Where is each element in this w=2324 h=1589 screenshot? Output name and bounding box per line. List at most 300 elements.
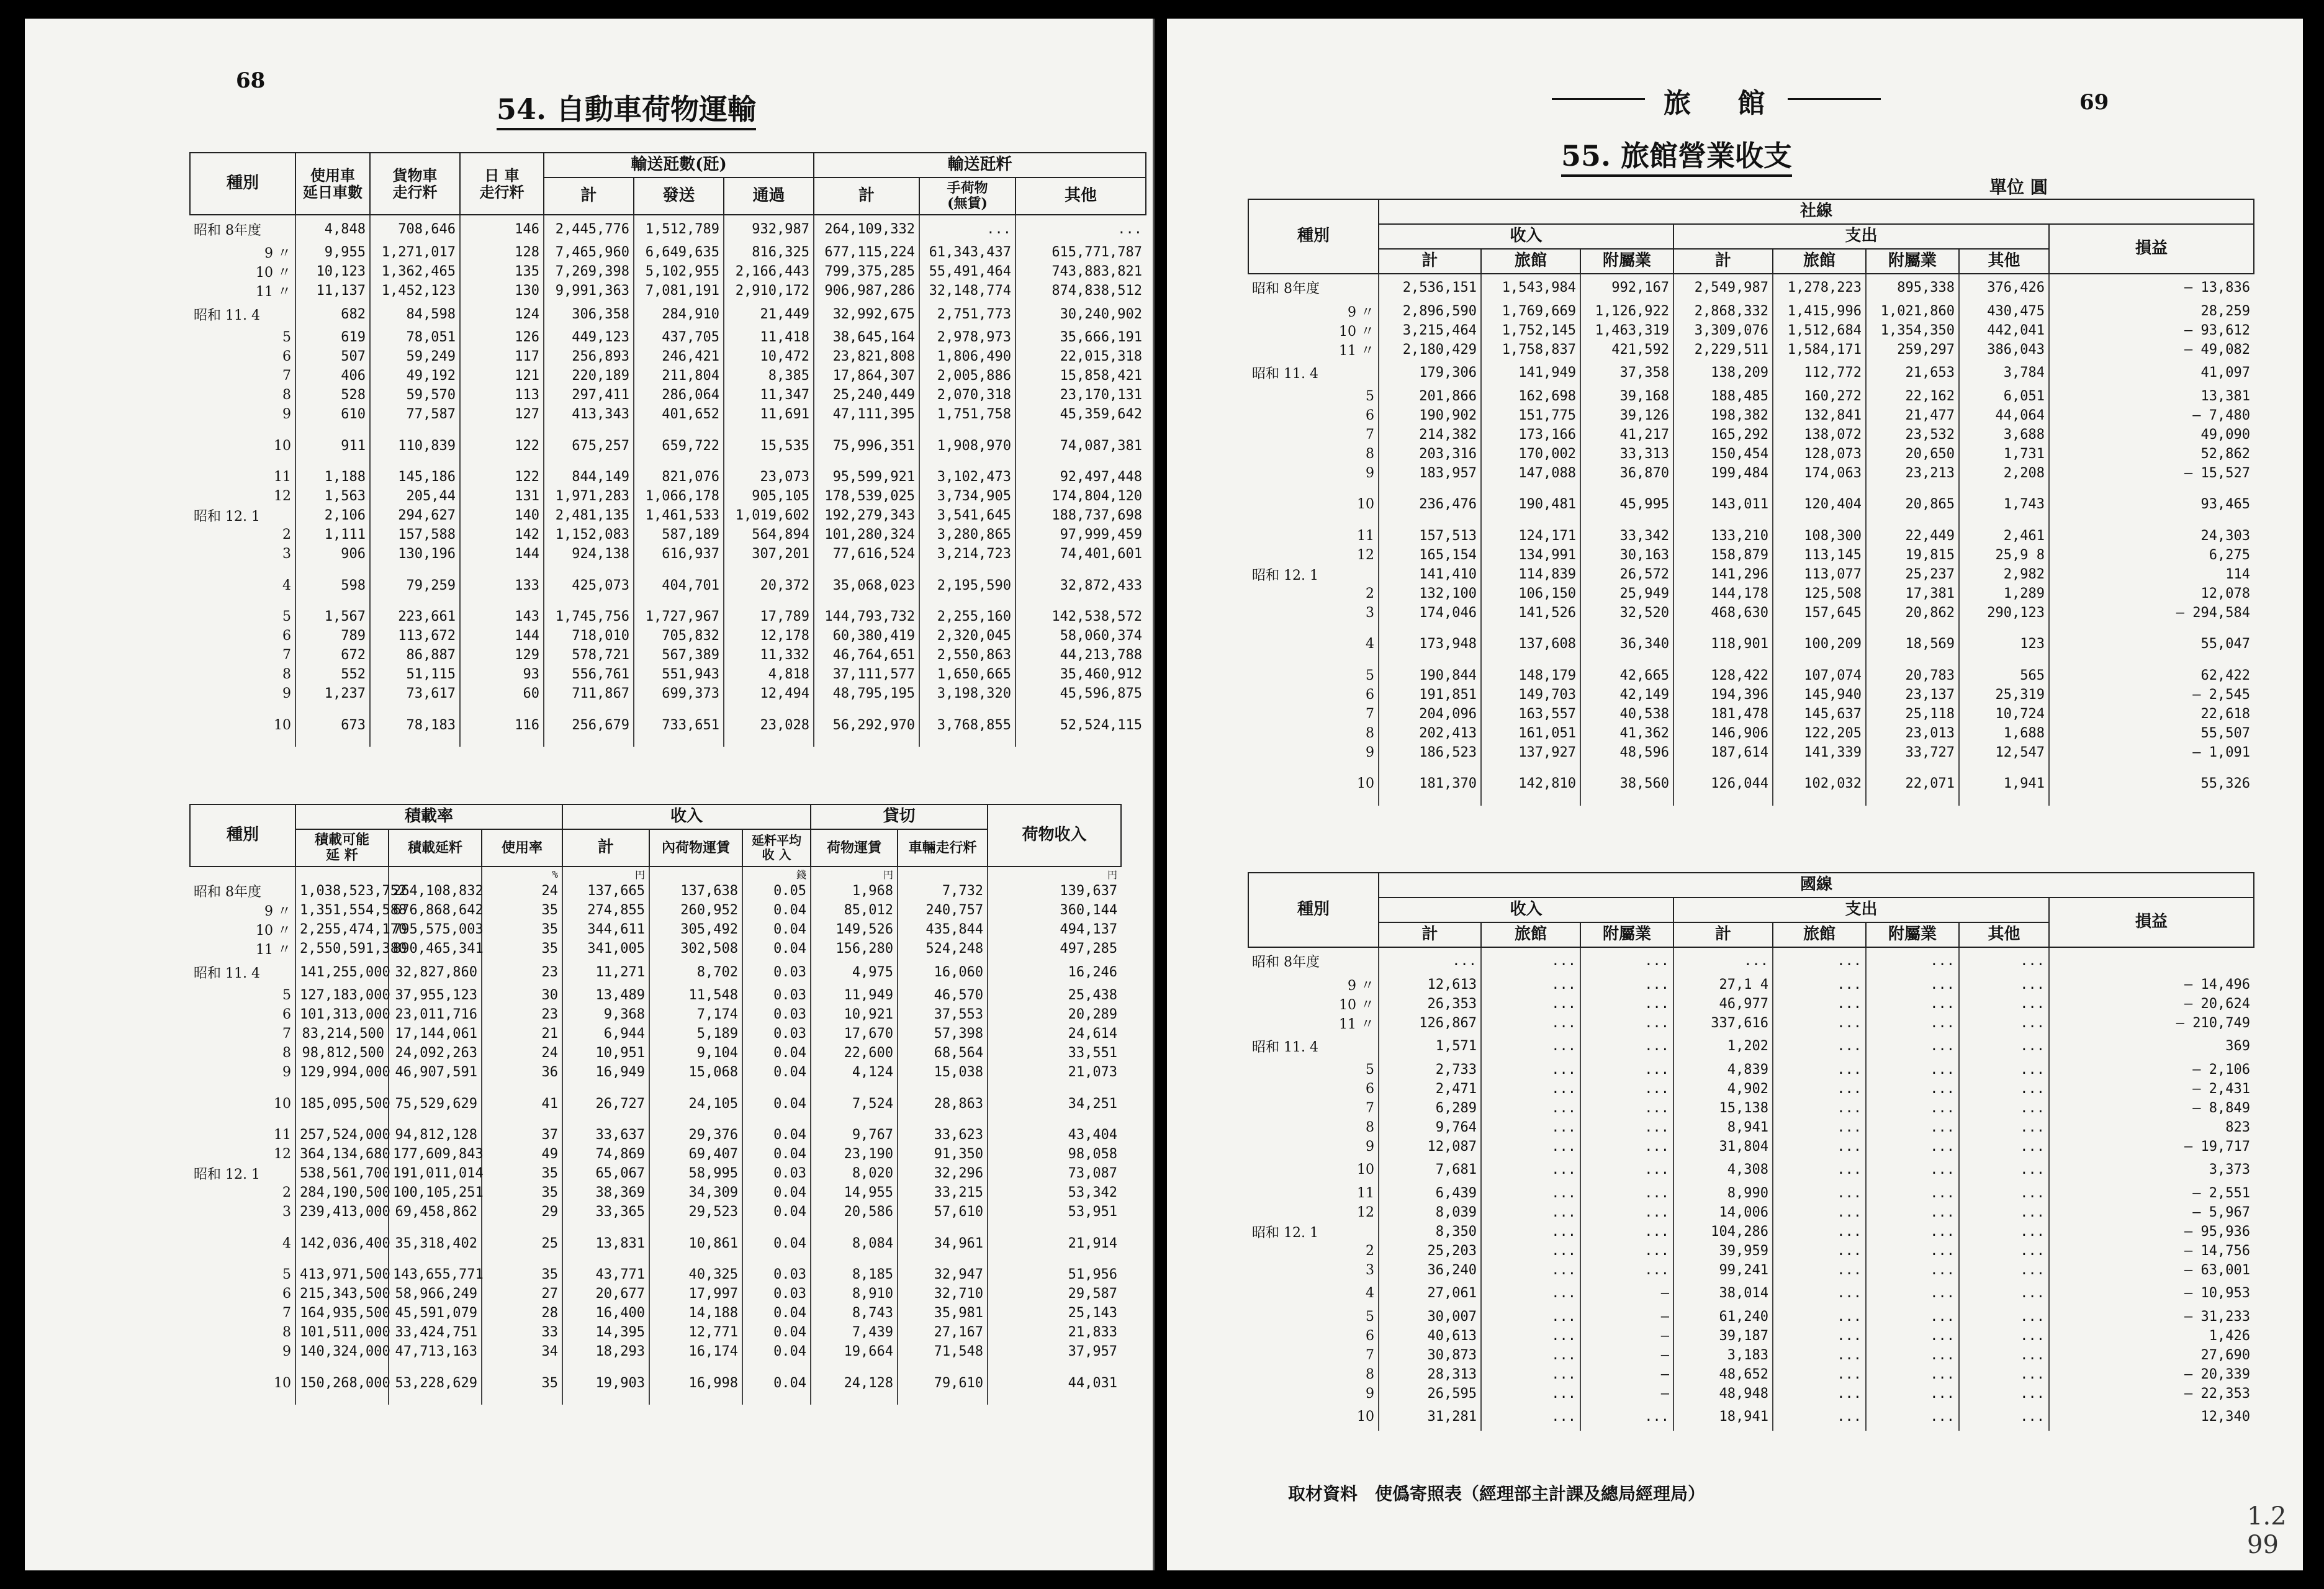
table-cell: 32,872,433 bbox=[1016, 564, 1146, 607]
row-label: 2 bbox=[1366, 585, 1374, 601]
row-label: 11 〃 bbox=[256, 284, 291, 300]
table-cell: ... bbox=[1481, 1384, 1580, 1403]
table-cell: 41,097 bbox=[2049, 359, 2254, 387]
table-cell: — 20,624 bbox=[2049, 994, 2254, 1014]
unit-cell bbox=[190, 867, 295, 881]
table-cell: 51,956 bbox=[988, 1265, 1121, 1284]
table-cell: 1,968 bbox=[811, 881, 898, 901]
table-cell: 1,021,860 bbox=[1866, 302, 1959, 321]
table-cell: 133 bbox=[460, 564, 544, 607]
table-cell: 3,183 bbox=[1673, 1346, 1773, 1365]
table-cell: 4,124 bbox=[811, 1063, 898, 1082]
table-row bbox=[190, 1265, 1121, 1284]
table-row bbox=[1248, 546, 2254, 565]
table-cell: 100,209 bbox=[1773, 623, 1866, 666]
table-row bbox=[190, 300, 1146, 328]
row-label: 7 bbox=[1366, 706, 1374, 722]
header-expense-affiliated-r1: 附屬業 bbox=[1866, 249, 1959, 274]
table-cell: 114,839 bbox=[1481, 565, 1580, 584]
table-cell: 7,732 bbox=[898, 881, 988, 901]
table-cell: 53,342 bbox=[988, 1183, 1121, 1202]
table-cell: 8,385 bbox=[724, 366, 814, 385]
table-cell: 74,087,381 bbox=[1016, 424, 1146, 467]
table-cell: ... bbox=[1481, 1326, 1580, 1346]
table-cell: 41 bbox=[482, 1082, 562, 1125]
table-cell: 890,465,341 bbox=[389, 939, 482, 958]
table-cell: 23 bbox=[482, 958, 562, 986]
table-cell: 51,115 bbox=[370, 665, 460, 684]
table-cell: 137,638 bbox=[649, 881, 742, 901]
hotel-company-table-body bbox=[1248, 274, 2254, 806]
table-cell: 113,145 bbox=[1773, 546, 1866, 565]
table-cell: 1,941 bbox=[1959, 762, 2049, 806]
table-cell: 33,215 bbox=[898, 1183, 988, 1202]
table-cell: 0.04 bbox=[742, 939, 811, 958]
header-expense-total-r1: 計 bbox=[1673, 249, 1773, 274]
table-cell: 992,167 bbox=[1580, 274, 1673, 302]
table-cell: 16,949 bbox=[562, 1063, 649, 1082]
table-cell: 421,592 bbox=[1580, 340, 1673, 359]
table-cell: ... bbox=[1481, 1261, 1580, 1280]
table-cell: 3,541,645 bbox=[919, 506, 1016, 525]
table-cell: 83,214,500 bbox=[295, 1024, 389, 1043]
table-row bbox=[1248, 1365, 2254, 1384]
page-number-left: 68 bbox=[236, 68, 266, 93]
table-cell: ... bbox=[1773, 1033, 1866, 1060]
table-cell: 173,948 bbox=[1379, 623, 1481, 666]
table-row bbox=[1248, 1033, 2254, 1060]
row-label: 10 〃 bbox=[256, 923, 291, 939]
table-cell: 16,174 bbox=[649, 1342, 742, 1361]
table-cell: 102,032 bbox=[1773, 762, 1866, 806]
table-cell: 114 bbox=[2049, 565, 2254, 584]
row-label: 5 bbox=[282, 330, 291, 346]
table-cell: 297,411 bbox=[544, 385, 634, 405]
table-cell: 33,551 bbox=[988, 1043, 1121, 1063]
table-cell: 906,987,286 bbox=[814, 281, 919, 300]
table-cell: 26,572 bbox=[1580, 565, 1673, 584]
table-cell: 16,060 bbox=[898, 958, 988, 986]
table-cell: 46,907,591 bbox=[389, 1063, 482, 1082]
table-cell: 137,665 bbox=[562, 881, 649, 901]
table-cell: ... bbox=[1866, 1307, 1959, 1326]
table-cell: 17,864,307 bbox=[814, 366, 919, 385]
table-cell: ... bbox=[1773, 1403, 1866, 1431]
table-cell: ... bbox=[1773, 1156, 1866, 1184]
table-cell: 75,529,629 bbox=[389, 1082, 482, 1125]
table-cell: 49 bbox=[482, 1145, 562, 1164]
row-label: 10 bbox=[274, 438, 291, 454]
table-cell: ... bbox=[1481, 1060, 1580, 1079]
table-cell: 494,137 bbox=[988, 920, 1121, 939]
table-cell: 141,949 bbox=[1481, 359, 1580, 387]
table-cell: 135 bbox=[460, 262, 544, 281]
table-row bbox=[1248, 994, 2254, 1014]
row-label: 7 bbox=[282, 647, 291, 664]
table-cell: ... bbox=[1866, 1099, 1959, 1118]
table-cell: 11,332 bbox=[724, 646, 814, 665]
table-cell: 6,439 bbox=[1379, 1184, 1481, 1203]
table-cell: ... bbox=[1481, 1280, 1580, 1307]
table-cell: 35 bbox=[482, 1164, 562, 1183]
table-cell: 38,369 bbox=[562, 1183, 649, 1202]
table-cell: 144 bbox=[460, 626, 544, 646]
table-cell: 223,661 bbox=[370, 607, 460, 626]
table-cell: 30,163 bbox=[1580, 546, 1673, 565]
table-cell: 6,275 bbox=[2049, 546, 2254, 565]
table-cell: 25,237 bbox=[1866, 565, 1959, 584]
row-label: 昭和 12. 1 bbox=[194, 1167, 260, 1183]
table-cell: 8,910 bbox=[811, 1284, 898, 1303]
table-cell: 2,549,987 bbox=[1673, 274, 1773, 302]
table-cell: ... bbox=[1866, 1014, 1959, 1033]
table-cell: 147,088 bbox=[1481, 464, 1580, 483]
table-cell: 564,894 bbox=[724, 525, 814, 544]
table-cell: 48,795,195 bbox=[814, 684, 919, 703]
table-cell: ... bbox=[1959, 1261, 2049, 1280]
row-label: 10 bbox=[274, 1375, 291, 1391]
table-cell: 192,279,343 bbox=[814, 506, 919, 525]
table-cell: 93,465 bbox=[2049, 483, 2254, 526]
table-cell: ... bbox=[1481, 1203, 1580, 1222]
table-cell: 156,280 bbox=[811, 939, 898, 958]
table-cell: ... bbox=[1959, 1156, 2049, 1184]
table-cell: 1,362,465 bbox=[370, 262, 460, 281]
table-cell: 23,532 bbox=[1866, 425, 1959, 444]
table-cell: 35 bbox=[482, 920, 562, 939]
table-cell: ... bbox=[1481, 1365, 1580, 1384]
table-cell: 3,309,076 bbox=[1673, 321, 1773, 340]
table-cell: 9,767 bbox=[811, 1125, 898, 1145]
table-cell: ... bbox=[1866, 1241, 1959, 1261]
table-cell: 8,941 bbox=[1673, 1118, 1773, 1137]
table-cell: 3,768,855 bbox=[919, 703, 1016, 747]
row-label: 昭和 8年度 bbox=[194, 222, 261, 238]
row-label: 9 〃 bbox=[264, 904, 291, 920]
table-cell: 187,614 bbox=[1673, 743, 1773, 762]
table-cell: 468,630 bbox=[1673, 603, 1773, 623]
table-cell: 21,073 bbox=[988, 1063, 1121, 1082]
table-cell: ... bbox=[1866, 1280, 1959, 1307]
row-label: 12 bbox=[274, 488, 291, 505]
table-cell: ... bbox=[1773, 994, 1866, 1014]
table-cell: 55,507 bbox=[2049, 724, 2254, 743]
table-cell: 0.04 bbox=[742, 1183, 811, 1202]
table-cell: 11,691 bbox=[724, 405, 814, 424]
table-cell: 23,013 bbox=[1866, 724, 1959, 743]
table-cell: 2,320,045 bbox=[919, 626, 1016, 646]
header-profit-r2: 損益 bbox=[2049, 898, 2254, 947]
table-cell: ... bbox=[1959, 1326, 2049, 1346]
table-cell: 43,404 bbox=[988, 1125, 1121, 1145]
table-cell: 401,652 bbox=[634, 405, 724, 424]
table-cell: 32,296 bbox=[898, 1164, 988, 1183]
row-label: 10 bbox=[1357, 1162, 1374, 1178]
table-cell: 1,688 bbox=[1959, 724, 2049, 743]
table-cell: 12,771 bbox=[649, 1323, 742, 1342]
table-row bbox=[190, 665, 1146, 684]
table-cell: 128,422 bbox=[1673, 666, 1773, 685]
table-cell: ... bbox=[1481, 1099, 1580, 1118]
table-cell: 61,240 bbox=[1673, 1307, 1773, 1326]
header-charter-group: 貸切 bbox=[811, 804, 988, 829]
table-cell: 302,508 bbox=[649, 939, 742, 958]
table-cell: 177,609,843 bbox=[389, 1145, 482, 1164]
row-label: 5 bbox=[1366, 1308, 1374, 1325]
table-cell: 2,229,511 bbox=[1673, 340, 1773, 359]
table-cell: 799,375,285 bbox=[814, 262, 919, 281]
table-cell: 1,806,490 bbox=[919, 347, 1016, 366]
table-cell: 2,751,773 bbox=[919, 300, 1016, 328]
table-cell: 121 bbox=[460, 366, 544, 385]
hotel-company-table bbox=[1248, 199, 2254, 806]
header-load-km: 積載延粁 bbox=[389, 829, 482, 867]
table-cell: 160,272 bbox=[1773, 387, 1866, 406]
table-cell: 7,269,398 bbox=[544, 262, 634, 281]
table-cell: 615,771,787 bbox=[1016, 243, 1146, 262]
table-cell: 3,215,464 bbox=[1379, 321, 1481, 340]
header-charter-freight: 荷物運賃 bbox=[811, 829, 898, 867]
table-cell: ... bbox=[1773, 1118, 1866, 1137]
header-income-total: 計 bbox=[562, 829, 649, 867]
table-cell: 25,9 8 bbox=[1959, 546, 2049, 565]
table-cell: 188,485 bbox=[1673, 387, 1773, 406]
table-cell: 8,084 bbox=[811, 1222, 898, 1265]
table-cell: 816,325 bbox=[724, 243, 814, 262]
table-cell: 10,123 bbox=[295, 262, 370, 281]
table-cell: 5,189 bbox=[649, 1024, 742, 1043]
table-cell: 906 bbox=[295, 544, 370, 564]
table-cell: 15,535 bbox=[724, 424, 814, 467]
table-cell: 27,167 bbox=[898, 1323, 988, 1342]
row-label: 5 bbox=[1366, 667, 1374, 683]
table-cell: ... bbox=[1673, 947, 1773, 975]
table-cell: 1,126,922 bbox=[1580, 302, 1673, 321]
table-row bbox=[190, 1361, 1121, 1405]
table-cell: ... bbox=[1580, 1241, 1673, 1261]
table-cell: ... bbox=[1773, 1137, 1866, 1156]
row-label: 12 bbox=[274, 1146, 291, 1163]
table-cell: 78,183 bbox=[370, 703, 460, 747]
table-cell: 236,476 bbox=[1379, 483, 1481, 526]
table-cell: 126,867 bbox=[1379, 1014, 1481, 1033]
table-cell: 20,865 bbox=[1866, 483, 1959, 526]
table-cell: ... bbox=[1773, 1326, 1866, 1346]
table-cell: 190,844 bbox=[1379, 666, 1481, 685]
unit-cell: % bbox=[482, 867, 562, 881]
table-cell: 41,217 bbox=[1580, 425, 1673, 444]
header-expense-ryokan-r1: 旅館 bbox=[1773, 249, 1866, 274]
table-cell: — 7,480 bbox=[2049, 406, 2254, 425]
table-cell: 73,087 bbox=[988, 1164, 1121, 1183]
table-row bbox=[190, 1125, 1121, 1145]
table-row bbox=[1248, 1241, 2254, 1261]
table-cell: 1,354,350 bbox=[1866, 321, 1959, 340]
table-cell: 578,721 bbox=[544, 646, 634, 665]
header-national-line: 國線 bbox=[1379, 873, 2254, 898]
table-cell: 132,841 bbox=[1773, 406, 1866, 425]
header-income-r1: 收入 bbox=[1379, 224, 1673, 249]
table-cell: ... bbox=[1959, 1222, 2049, 1241]
table-cell: 74,401,601 bbox=[1016, 544, 1146, 564]
table-cell: — bbox=[1580, 1326, 1673, 1346]
table-cell: ... bbox=[1866, 1203, 1959, 1222]
table-cell: 2,070,318 bbox=[919, 385, 1016, 405]
header-expense-other-r1: 其他 bbox=[1959, 249, 2049, 274]
table-cell: 78,051 bbox=[370, 328, 460, 347]
table-cell: 25,949 bbox=[1580, 584, 1673, 603]
table-cell: ... bbox=[1959, 1365, 2049, 1384]
table-cell: 35,981 bbox=[898, 1303, 988, 1323]
header-income-freight: 內荷物運賃 bbox=[649, 829, 742, 867]
table-cell: 122 bbox=[460, 424, 544, 467]
table-cell: 25,203 bbox=[1379, 1241, 1481, 1261]
table-cell: 0.05 bbox=[742, 881, 811, 901]
table-cell: 113 bbox=[460, 385, 544, 405]
table-cell: 344,611 bbox=[562, 920, 649, 939]
table-cell: 8,020 bbox=[811, 1164, 898, 1183]
arrow-right-line bbox=[1788, 98, 1881, 100]
table-row bbox=[190, 703, 1146, 747]
table-cell: 47,111,395 bbox=[814, 405, 919, 424]
table-cell: 131 bbox=[460, 487, 544, 506]
table-cell: 9,764 bbox=[1379, 1118, 1481, 1137]
table-cell: 107,074 bbox=[1773, 666, 1866, 685]
table-cell: — 210,749 bbox=[2049, 1014, 2254, 1033]
table-row bbox=[190, 1284, 1121, 1303]
table-cell: 142,810 bbox=[1481, 762, 1580, 806]
table-cell: 264,109,332 bbox=[814, 215, 919, 243]
table-row bbox=[1248, 584, 2254, 603]
table-cell: 11,137 bbox=[295, 281, 370, 300]
table-cell: 905,105 bbox=[724, 487, 814, 506]
unit-cell bbox=[649, 867, 742, 881]
table-row bbox=[1248, 406, 2254, 425]
header-expense-affiliated-r2: 附屬業 bbox=[1866, 922, 1959, 947]
table-cell: ... bbox=[1580, 1184, 1673, 1203]
table-row bbox=[1248, 1184, 2254, 1203]
table-cell: 0.04 bbox=[742, 1125, 811, 1145]
table-cell: 162,698 bbox=[1481, 387, 1580, 406]
table-cell: 369 bbox=[2049, 1033, 2254, 1060]
header-tonkm-total: 計 bbox=[814, 178, 919, 215]
table-cell: 32,148,774 bbox=[919, 281, 1016, 300]
table-cell: 27,690 bbox=[2049, 1346, 2254, 1365]
table-row bbox=[1248, 1014, 2254, 1033]
header-income-ryokan-r2: 旅館 bbox=[1481, 922, 1580, 947]
table-cell: 199,484 bbox=[1673, 464, 1773, 483]
table-cell: 708,646 bbox=[370, 215, 460, 243]
table-cell: 0.04 bbox=[742, 1342, 811, 1361]
table-cell: 6,944 bbox=[562, 1024, 649, 1043]
table-cell: ... bbox=[1959, 1033, 2049, 1060]
table-cell: 260,952 bbox=[649, 901, 742, 920]
table-cell: 8,702 bbox=[649, 958, 742, 986]
table-cell: 256,893 bbox=[544, 347, 634, 366]
row-label: 5 bbox=[282, 988, 291, 1004]
table-row bbox=[1248, 526, 2254, 546]
table-cell: 0.03 bbox=[742, 986, 811, 1005]
table-cell: 0.04 bbox=[742, 1222, 811, 1265]
table-cell: 203,316 bbox=[1379, 444, 1481, 464]
table-cell: 91,350 bbox=[898, 1145, 988, 1164]
table-cell: ... bbox=[1580, 1060, 1673, 1079]
table-cell: 507 bbox=[295, 347, 370, 366]
table-cell: 341,005 bbox=[562, 939, 649, 958]
row-label: 11 bbox=[274, 469, 291, 485]
table-cell: 178,539,025 bbox=[814, 487, 919, 506]
table-cell: 138,209 bbox=[1673, 359, 1773, 387]
table-cell: 129 bbox=[460, 646, 544, 665]
table-row bbox=[1248, 1203, 2254, 1222]
table-cell: 20,372 bbox=[724, 564, 814, 607]
row-label: 9 bbox=[1366, 1138, 1374, 1155]
row-label: 8 bbox=[282, 387, 291, 403]
table-cell: 127 bbox=[460, 405, 544, 424]
table-cell: 191,011,014 bbox=[389, 1164, 482, 1183]
header-expense-total-r2: 計 bbox=[1673, 922, 1773, 947]
table-cell: 360,144 bbox=[988, 901, 1121, 920]
row-label: 昭和 12. 1 bbox=[194, 509, 260, 525]
row-label: 9 〃 bbox=[1348, 978, 1374, 994]
table-cell: ... bbox=[1773, 1060, 1866, 1079]
table-cell: 29 bbox=[482, 1202, 562, 1222]
table-cell: 7,174 bbox=[649, 1005, 742, 1024]
table-cell: ... bbox=[1481, 1014, 1580, 1033]
table-cell: 113,077 bbox=[1773, 565, 1866, 584]
table-cell: 20,677 bbox=[562, 1284, 649, 1303]
table-cell: 57,610 bbox=[898, 1202, 988, 1222]
table-cell: 8,350 bbox=[1379, 1222, 1481, 1241]
table-cell: 24,303 bbox=[2049, 526, 2254, 546]
table-cell: 567,389 bbox=[634, 646, 724, 665]
table-cell: ... bbox=[1580, 1118, 1673, 1137]
table-cell: 58,966,249 bbox=[389, 1284, 482, 1303]
table-cell bbox=[2049, 947, 2254, 975]
row-label: 4 bbox=[282, 577, 291, 593]
table-cell: 435,844 bbox=[898, 920, 988, 939]
row-label: 8 bbox=[282, 667, 291, 683]
table-cell: 141,296 bbox=[1673, 565, 1773, 584]
row-label: 8 bbox=[282, 1045, 291, 1061]
table-cell: ... bbox=[1959, 1014, 2049, 1033]
table-cell: 430,475 bbox=[1959, 302, 2049, 321]
table-cell: 0.04 bbox=[742, 1323, 811, 1342]
table-cell: 12,340 bbox=[2049, 1403, 2254, 1431]
table-cell: 1,038,523,752 bbox=[295, 881, 389, 901]
table-cell: 0.04 bbox=[742, 1063, 811, 1082]
table-cell: — 15,527 bbox=[2049, 464, 2254, 483]
row-label: 昭和 11. 4 bbox=[1252, 1040, 1318, 1056]
table-cell: 48,596 bbox=[1580, 743, 1673, 762]
table-cell: 150,268,000 bbox=[295, 1361, 389, 1405]
table-cell: 17,789 bbox=[724, 607, 814, 626]
table-cell: ... bbox=[1959, 1280, 2049, 1307]
table-cell: 2,868,332 bbox=[1673, 302, 1773, 321]
table-cell: 672 bbox=[295, 646, 370, 665]
table-cell: 677,115,224 bbox=[814, 243, 919, 262]
header-load-rate: 使用率 bbox=[482, 829, 562, 867]
table-cell: 13,831 bbox=[562, 1222, 649, 1265]
table-cell: 0.04 bbox=[742, 1145, 811, 1164]
row-label: 3 bbox=[1366, 605, 1374, 621]
header-load-group: 積載率 bbox=[295, 804, 562, 829]
table-cell: 33 bbox=[482, 1323, 562, 1342]
table-cell: 257,524,000 bbox=[295, 1125, 389, 1145]
table-cell: 97,999,459 bbox=[1016, 525, 1146, 544]
table-cell: 20,586 bbox=[811, 1202, 898, 1222]
table-cell: 565 bbox=[1959, 666, 2049, 685]
